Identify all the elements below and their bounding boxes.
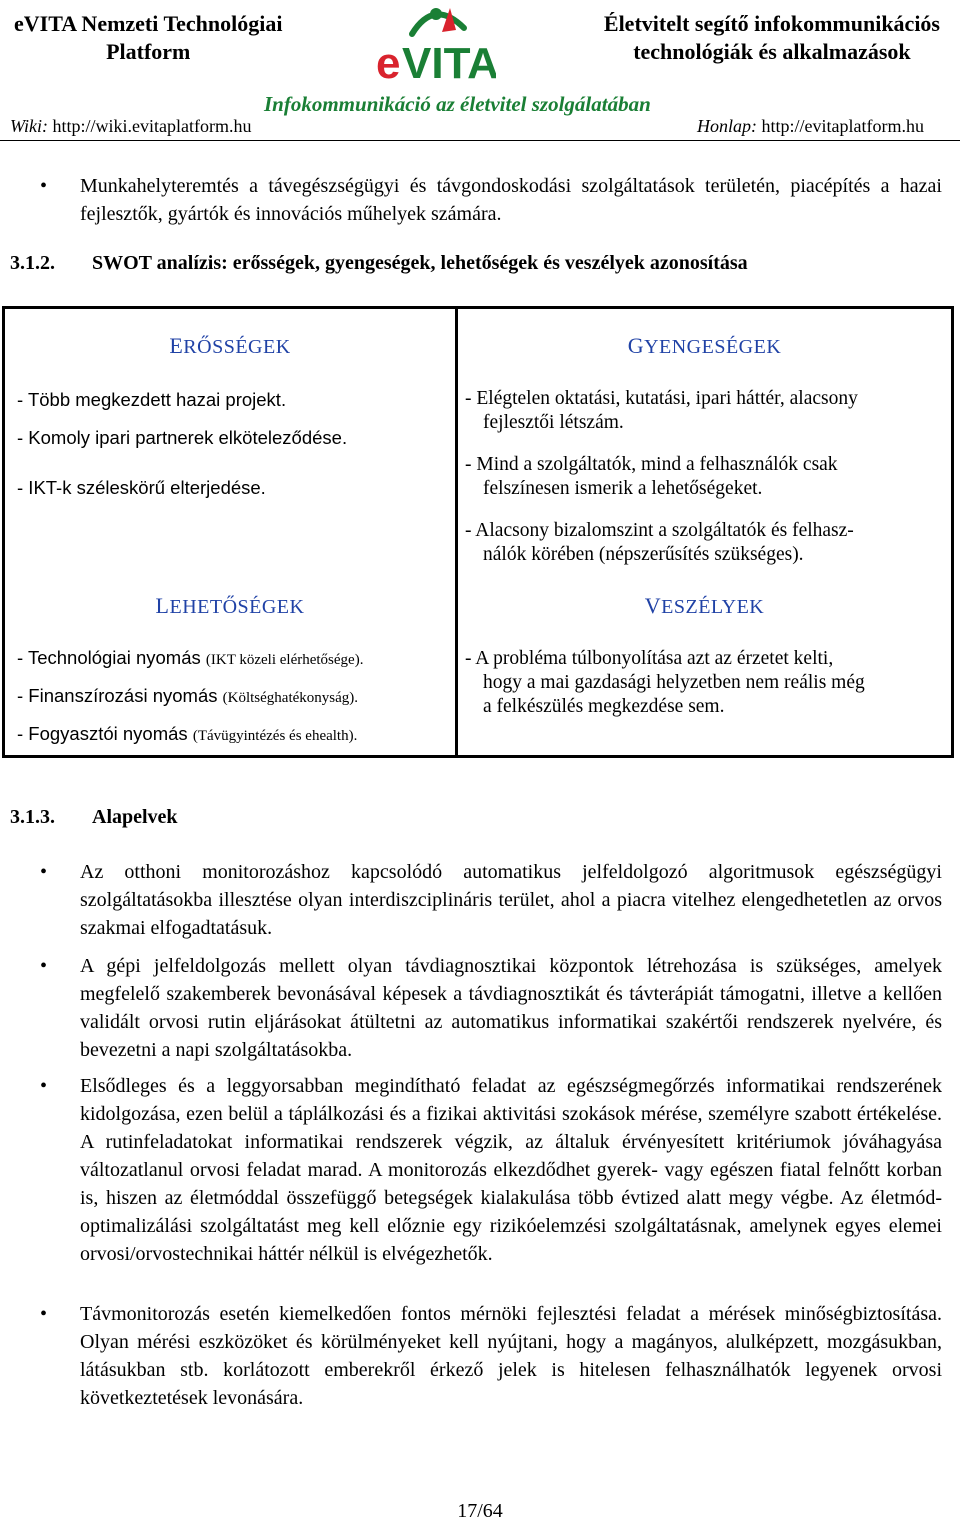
weakness-item: [465, 453, 838, 501]
threat-item: [465, 647, 865, 719]
opportunity-item: [17, 683, 358, 711]
home-link[interactable]: [697, 116, 924, 137]
threat-line3: a felkészülés megkezdése sem.: [483, 696, 725, 717]
home-url[interactable]: http://evitaplatform.hu: [761, 116, 924, 136]
strengths-heading-rest: RŐSSÉGEK: [183, 336, 291, 358]
evita-logo-graphic: [372, 4, 496, 88]
threats-heading-rest: ESZÉLYEK: [661, 596, 765, 618]
strengths-heading-initial: E: [169, 333, 184, 358]
strength-item: - Több megkezdett hazai projekt.: [17, 389, 287, 410]
opportunity-main: - Finanszírozási nyomás: [17, 685, 223, 706]
threat-line2: hogy a mai gazdasági helyzetben nem reális még: [483, 672, 865, 693]
weaknesses-heading: [458, 333, 951, 359]
weakness-item-line2: felszínesen ismerik a lehetőségeket.: [483, 478, 763, 499]
weakness-item-line1: - Elégtelen oktatási, kutatási, ipari háttér, alacsony: [465, 388, 858, 409]
strengths-heading: [5, 333, 455, 359]
principle-bullet: • Távmonitorozás esetén kiemelkedően fontos mérnöki fejlesztési feladat a mérések minőségbiztosítása. Olyan mérési eszközöket és körülményeket kell nyújtani, hogy a magányos, alulképzett, mozgásukban, látásukban stb. korlátozott emberekről érkező jelek is hitelesen felhasználhatók legyenek orvosi következtetések levonására.: [80, 1300, 942, 1412]
opportunity-item: [17, 721, 357, 749]
header-tagline: Infokommunikáció az életvitel szolgálatában: [264, 92, 651, 116]
swot-column-divider: [455, 309, 458, 755]
section-title: SWOT analízis: erősségek, gyengeségek, lehetőségek és veszélyek azonosítása: [92, 252, 748, 274]
header-divider: [0, 140, 960, 141]
weakness-item-line2: nálók körében (népszerűsítés szükséges).: [483, 544, 804, 565]
section-heading-312: [10, 252, 748, 275]
threats-heading: [458, 593, 951, 619]
strength-item: - IKT-k széleskörű elterjedése.: [17, 477, 266, 498]
weakness-item-line1: - Alacsony bizalomszint a szolgáltatók és felhasz-: [465, 520, 854, 541]
opportunities-heading-rest: EHETŐSÉGEK: [169, 596, 305, 618]
swot-table: [2, 306, 954, 758]
wiki-url[interactable]: http://wiki.evitaplatform.hu: [52, 116, 252, 136]
principle-bullet: • Az otthoni monitorozáshoz kapcsolódó automatikus jelfeldolgozó algoritmusok egészségügyi szolgáltatásokba illesztése olyan interdiszciplináris terület, ahol a piacra vitelhez elengedhetetlen az orvos szakmai elfogadtatásuk.: [80, 858, 942, 942]
intro-bullet: • Munkahelyteremtés a távegészségügyi és távgondoskodási szolgáltatások területén, piacépítés a hazai fejlesztők, gyártók és innovációs műhelyek számára.: [80, 172, 942, 228]
header-right-title: [604, 10, 940, 66]
opportunity-item: [17, 645, 363, 673]
weaknesses-heading-initial: G: [627, 333, 645, 358]
opportunities-heading-initial: L: [155, 593, 170, 618]
header-left-line2: Platform: [106, 39, 191, 64]
opportunity-main: - Fogyasztói nyomás: [17, 723, 193, 744]
weakness-item-line2: fejlesztői létszám.: [483, 412, 624, 433]
opportunity-note: (Távügyintézés és ehealth).: [192, 728, 358, 744]
header-left-line1: eVITA Nemzeti Technológiai: [14, 11, 283, 36]
section-number: 3.1.2.: [10, 252, 55, 274]
home-label: Honlap:: [697, 116, 758, 136]
weakness-item-line1: - Mind a szolgáltatók, mind a felhasználók csak: [465, 454, 838, 475]
svg-text:VITA: VITA: [402, 39, 496, 88]
header-right-line1: Életvitelt segítő infokommunikációs: [603, 11, 940, 36]
evita-logo: [372, 4, 496, 88]
section-heading-313: [10, 806, 178, 829]
opportunity-note: (Költséghatékonyság).: [222, 690, 359, 706]
section-number: 3.1.3.: [10, 806, 55, 828]
weakness-item: [465, 519, 854, 567]
header-right-line2: technológiák és alkalmazások: [633, 39, 911, 64]
opportunity-note: (IKT közeli elérhetősége).: [205, 652, 364, 668]
header-left-title: [14, 10, 282, 66]
weaknesses-heading-rest: YENGESÉGEK: [644, 336, 782, 358]
principle-bullet: • Elsődleges és a leggyorsabban megindítható feladat az egészségmegőrzés informatikai rendszerének kidolgozása, ezen belül a táplálkozási és a fizikai aktivitási szokások mérése, személyre szabott értékelése. A rutinfeladatokat informatikai rendszerek végzik, az általuk érvényesített kritériumok jóváhagyása változatlanul orvosi feladat marad. A monitorozás elkezdődhet gyerek- vagy egészen fiatal felnőtt korban is, hiszen az életmóddal összefüggő betegségek kialakulása több évtized alatt megy végbe. Az életmód-optimalizálási szolgáltatást meg kell előznie egy rizikóelemzési szolgáltatásnak, amelynek egyes elemei orvosi/orvostechnikai háttér nélkül is elvégezhetők.: [80, 1072, 942, 1268]
threat-line1: - A probléma túlbonyolítása azt az érzetet kelti,: [465, 648, 834, 669]
principle-bullet: • A gépi jelfeldolgozás mellett olyan távdiagnosztikai központok létrehozása is szükséges, amelyek megfelelő szakemberek bevonásával képesek a távdiagnosztikát és távterápiát támogatni, illetve a kellően validált orvosi rutin eljárásokat átültetni az automatikus informatikai szakértői rendszerek nyelvére, és bevezetni a napi szolgáltatásokba.: [80, 952, 942, 1064]
opportunities-heading: [5, 593, 455, 619]
page-number: 17/64: [457, 1500, 503, 1522]
opportunity-main: - Technológiai nyomás: [17, 647, 206, 668]
wiki-label: Wiki:: [10, 116, 48, 136]
wiki-link[interactable]: [10, 116, 251, 137]
page-header: [0, 0, 960, 140]
weakness-item: [465, 387, 858, 435]
strength-item: - Komoly ipari partnerek elköteleződése.: [17, 427, 348, 448]
threats-heading-initial: V: [644, 593, 662, 618]
svg-text:e: e: [376, 39, 401, 88]
section-title: Alapelvek: [92, 806, 178, 828]
